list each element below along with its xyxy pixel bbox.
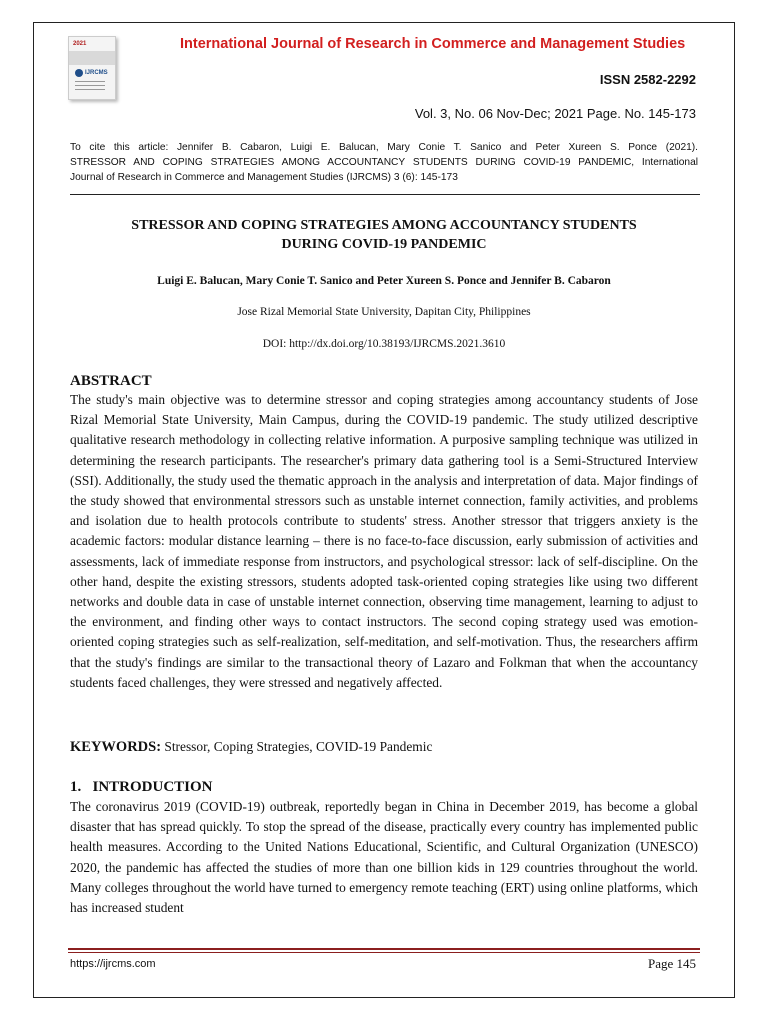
introduction-body: The coronavirus 2019 (COVID-19) outbreak, reportedly began in China in December 2019, has become a global disaster that has spread quickly. To stop the spread of the disease, practically every country has implemented public health measures. According to the United Nations Educational, Scientific, and Cultural Organization (UNESCO) 2020, the pandemic has affected the studies of more than one billion kids in 129 countries throughout the world. Many colleges throughout the world have turned to emergency remote teaching (ERT) using online platforms, which has increased student: [70, 799, 698, 916]
abstract-body: The study's main objective was to determine stressor and coping strategies among accountancy students of Jose Rizal Memorial State University, Main Campus, during the COVID-19 pandemic. The study utilized descriptive qualitative research methodology in collecting relative information. A purposive sampling technique was utilized in determining the research participants. The researcher's primary data gathering tool is a Semi-Structured Interview (SSI). Additionally, the study used the thematic approach in the analysis and interpretation of data. Major findings of the study showed that environmental stressors such as unstable internet connection, family activities, and problems and isolation due to health protocols contribute to students' stress. Another stressor that triggers anxiety is the academic factors: modular distance learning – there is no face-to-face discussion, early submission of activities and assessments, lack of immediate response from instructors, and psychological stressor: lack of self-discipline. On the other hand, despite the existing stressors, students adopted task-oriented coping strategies like using two different networks and double data in case of unstable internet connection, observing time management, learning to adjust to the environment, and finding other ways to contact instructors. The second coping strategy used was emotion-oriented coping strategies such as self-realization, self-meditation, and self-motivation. Thus, the researchers affirm that the study's findings are similar to the transactional theory of Lazaro and Folkman that when the accountancy students faced challenges, they were stressed and negatively affected.: [70, 392, 698, 690]
cover-line: [75, 89, 105, 90]
journal-title: International Journal of Research in Commerce and Management Studies: [180, 36, 686, 52]
footer-divider: [68, 948, 700, 950]
abstract-heading: ABSTRACT: [70, 373, 152, 389]
citation-line: To cite this article: Jennifer B. Cabaron, Luigi E. Balucan, Mary Conie T. Sanico and Peter Xureen S. Ponce (2021).: [70, 142, 698, 153]
cover-name: IJRCMS: [85, 70, 108, 76]
citation-line: Journal of Research in Commerce and Management Studies (IJRCMS) 3 (6): 145-173: [70, 172, 458, 183]
cover-year: 2021: [73, 41, 87, 47]
header-divider: [70, 194, 700, 195]
volume-info: Vol. 3, No. 06 Nov-Dec; 2021 Page. No. 145-173: [414, 106, 696, 121]
citation-line: STRESSOR AND COPING STRATEGIES AMONG ACCOUNTANCY STUDENTS DURING COVID-19 PANDEMIC, International: [70, 157, 698, 168]
cover-logo-icon: [75, 69, 83, 77]
doi: DOI: http://dx.doi.org/10.38193/IJRCMS.2021.3610: [262, 338, 506, 350]
article-title: [70, 216, 698, 254]
article-title-line: STRESSOR AND COPING STRATEGIES AMONG ACCOUNTANCY STUDENTS: [131, 218, 637, 233]
issn: ISSN 2582-2292: [599, 72, 696, 87]
footer-url[interactable]: https://ijrcms.com: [70, 958, 156, 970]
citation: [70, 140, 698, 185]
keywords-text: Stressor, Coping Strategies, COVID-19 Pandemic: [161, 739, 433, 754]
cover-band: [69, 51, 115, 65]
keywords: [70, 739, 698, 756]
cover-line: [75, 85, 105, 86]
authors: Luigi E. Balucan, Mary Conie T. Sanico and Peter Xureen S. Ponce and Jennifer B. Cabaron: [157, 275, 611, 287]
affiliation: Jose Rizal Memorial State University, Dapitan City, Philippines: [237, 306, 531, 318]
keywords-label: KEYWORDS:: [70, 739, 162, 755]
footer-divider: [68, 952, 700, 953]
introduction-heading: 1. INTRODUCTION: [70, 779, 213, 795]
page-number: Page 145: [647, 956, 696, 971]
article-title-line: DURING COVID-19 PANDEMIC: [281, 237, 487, 252]
journal-cover-thumbnail: [68, 36, 116, 100]
cover-line: [75, 81, 105, 82]
